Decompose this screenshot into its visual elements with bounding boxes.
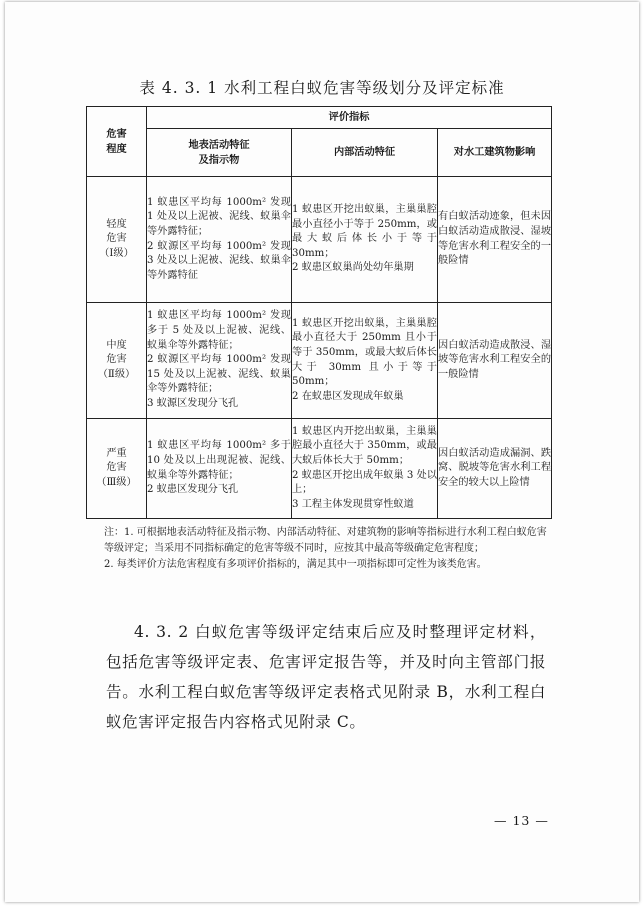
- impact-cell: 因白蚁活动造成散浸、湿坡等危害水利工程安全的一般险情: [438, 303, 552, 419]
- hazard-grade-table: [86, 106, 552, 519]
- impact-cell: 因白蚁活动造成漏洞、跌窝、脱坡等危害水利工程安全的较大以上险情: [438, 419, 552, 519]
- degree-cell: 中度 危害 （Ⅱ级）: [87, 303, 147, 419]
- page-number: — 13 —: [494, 813, 549, 828]
- header-degree: 危害 程度: [87, 107, 147, 177]
- surface-cell: 1 蚁患区平均每 1000m² 发现 1 处及以上泥被、泥线、蚁巢伞等外露特征； 2 蚁源区平均每 1000m² 发现 3 处及以上泥被、泥线、蚁巢伞等外露特征: [147, 177, 292, 303]
- internal-cell: 1 蚁患区开挖出蚁巢，主巢巢腔最小直径小于等于 250mm，或最大蚁后体长小于等于 30mm； 2 蚁患区蚁巢尚处幼年巢期: [292, 177, 438, 303]
- degree-cell: 严重 危害 （Ⅲ级）: [87, 419, 147, 519]
- table-row: [87, 419, 552, 519]
- section-paragraph: [106, 617, 546, 737]
- header-surface: 地表活动特征 及指示物: [147, 129, 292, 177]
- table-row: [87, 303, 552, 419]
- note-2: 2. 每类评价方法危害程度有多项评价指标的，满足其中一项指标即可定性为该类危害。: [104, 559, 487, 570]
- internal-cell: 1 蚁患区开挖出蚁巢，主巢巢腔最小直径大于 250mm 且小于等于 350mm，或最大蚁后体长大于 30mm 且小于等于 50mm； 2 在蚁患区发现成年蚁巢: [292, 303, 438, 419]
- table-subheader-row: [87, 129, 552, 177]
- table-header-row: [87, 107, 552, 129]
- impact-cell: 有白蚁活动迹象，但未因白蚁活动造成散浸、湿坡等危害水利工程安全的一般险情: [438, 177, 552, 303]
- header-internal: 内部活动特征: [292, 129, 438, 177]
- paragraph-text: 4. 3. 2 白蚁危害等级评定结束后应及时整理评定材料，包括危害等级评定表、危害评定报告等，并及时向主管部门报告。水利工程白蚁危害等级评定表格式见附录 B，水利工程白蚁危害评定报告内容格式见附录 C。: [106, 623, 546, 731]
- internal-cell: 1 蚁患区内开挖出蚁巢，主巢巢腔最小直径大于 350mm，或最大蚁后体长大于 50mm； 2 蚁患区开挖出成年蚁巢 3 处以上； 3 工程主体发现贯穿性蚁道: [292, 419, 438, 519]
- surface-cell: 1 蚁患区平均每 1000m² 发现多于 5 处及以上泥被、泥线、蚁巢伞等外露特征； 2 蚁源区平均每 1000m² 发现 15 处及以上泥被、泥线、蚁巢伞等外露特征； 3 蚁源区发现分飞孔: [147, 303, 292, 419]
- header-impact: 对水工建筑物影响: [438, 129, 552, 177]
- table-row: [87, 177, 552, 303]
- degree-cell: 轻度 危害 （Ⅰ级）: [87, 177, 147, 303]
- note-1: 注：1. 可根据地表活动特征及指示物、内部活动特征、对建筑物的影响等指标进行水利工程白蚁危害等级评定；当采用不同指标确定的危害等级不同时，应按其中最高等级确定危害程度；: [104, 527, 547, 554]
- table-title: 表 4. 3. 1 水利工程白蚁危害等级划分及评定标准: [139, 79, 505, 97]
- surface-cell: 1 蚁患区平均每 1000m² 多于 10 处及以上出现泥被、泥线、蚁巢伞等外露特征； 2 蚁患区发现分飞孔: [147, 419, 292, 519]
- header-eval: 评价指标: [147, 107, 552, 129]
- table-notes: [104, 525, 548, 573]
